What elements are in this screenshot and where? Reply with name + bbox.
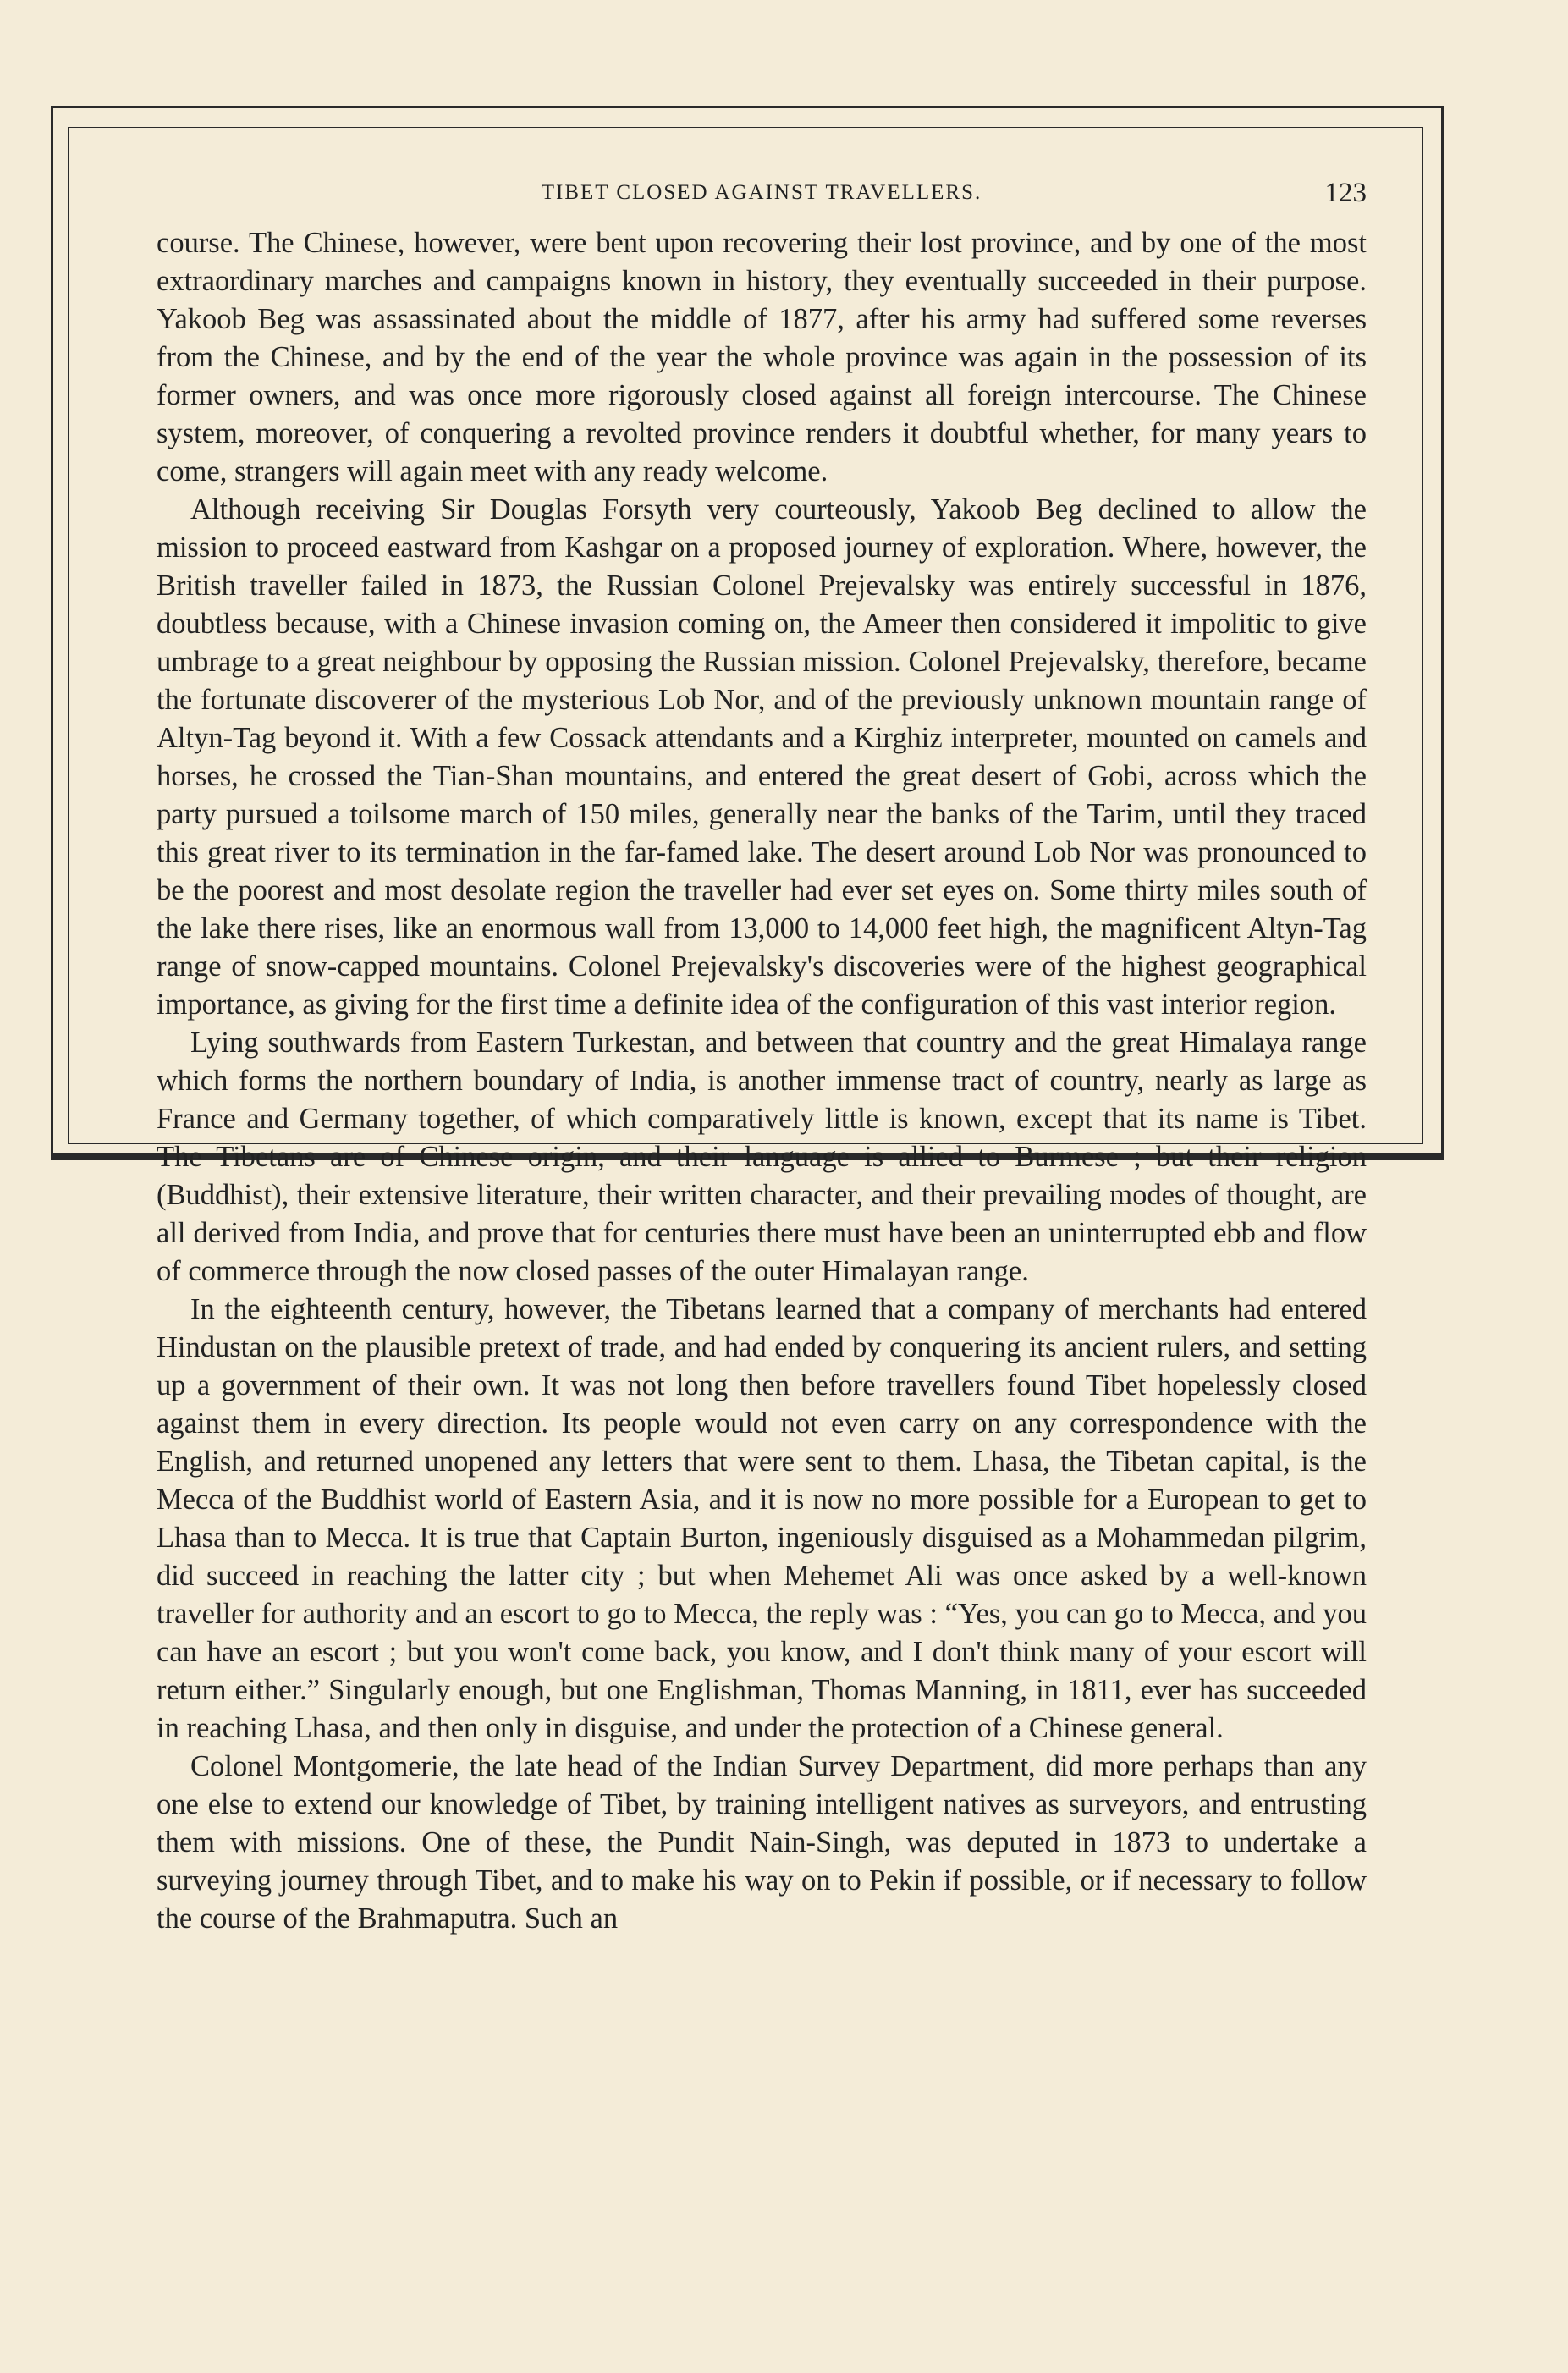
paragraph: Lying southwards from Eastern Turkestan, and between that country and the great Himalaya range which forms the northern boundary of India, is another immense tract of country, nearly as large as France and Germany together, of which comparatively little is known, except that its name is Tibet. The Tibetans are of Chinese origin, and their language is allied to Burmese ; but their religion (Buddhist), their extensive literature, their written character, and their prevailing modes of thought, are all derived from India, and prove that for centuries there must have been an uninterrupted ebb and flow of commerce through the now closed passes of the outer Himalayan range. (157, 1027, 1367, 1287)
page-number: 123 (1324, 178, 1367, 208)
paragraph: Colonel Montgomerie, the late head of the Indian Survey Department, did more perhaps than any one else to extend our knowledge of Tibet, by training intelligent natives as surveyors, and entrusting them with missions. One of these, the Pundit Nain-Singh, was deputed in 1873 to undertake a surveying journey through Tibet, and to make his way on to Pekin if possible, or if necessary to follow the course of the Brahmaputra. Such an (157, 1750, 1367, 1935)
paragraph: Although receiving Sir Douglas Forsyth very courteously, Yakoob Beg declined to allow the mission to proceed eastward from Kashgar on a proposed journey of exploration. Where, however, the British traveller failed in 1873, the Russian Colonel Prejevalsky was entirely successful in 1876, doubtless because, with a Chinese invasion coming on, the Ameer then considered it impolitic to give umbrage to a great neighbour by opposing the Russian mission. Colonel Prejevalsky, therefore, became the fortunate discoverer of the mysterious Lob Nor, and of the previously unknown mountain range of Altyn-Tag beyond it. With a few Cossack attendants and a Kirghiz interpreter, mounted on camels and horses, he crossed the Tian-Shan mountains, and entered the great desert of Gobi, across which the party pursued a toilsome march of 150 miles, generally near the banks of the Tarim, until they traced this great river to its termination in the far-famed lake. The desert around Lob Nor was pronounced to be the poorest and most desolate region the traveller had ever set eyes on. Some thirty miles south of the lake there rises, like an enormous wall from 13,000 to 14,000 feet high, the magnificent Altyn-Tag range of snow-capped mountains. Colonel Prejevalsky's discoveries were of the highest geographical importance, as giving for the first time a definite idea of the configuration of this vast interior region. (157, 493, 1367, 1021)
paragraph: In the eighteenth century, however, the Tibetans learned that a company of merchants had entered Hindustan on the plausible pretext of trade, and had ended by conquering its ancient rulers, and setting up a government of their own. It was not long then before travellers found Tibet hopelessly closed against them in every direction. Its people would not even carry on any correspondence with the English, and returned unopened any letters that were sent to them. Lhasa, the Tibetan capital, is the Mecca of the Buddhist world of Eastern Asia, and it is now no more possible for a European to get to Lhasa than to Mecca. It is true that Captain Burton, ingeniously disguised as a Mohammedan pilgrim, did succeed in reaching the latter city ; but when Mehemet Ali was once asked by a well-known traveller for authority and an escort to go to Mecca, the reply was : “Yes, you can go to Mecca, and you can have an escort ; but you won't come back, you know, and I don't think many of your escort will return either.” Singularly enough, but one Englishman, Thomas Manning, in 1811, ever has succeeded in reaching Lhasa, and then only in disguise, and under the protection of a Chinese general. (157, 1293, 1367, 1744)
body-text (157, 224, 1367, 1938)
paragraph: course. The Chinese, however, were bent upon recovering their lost province, and by one of the most extraordinary marches and campaigns known in history, they eventually succeeded in their purpose. Yakoob Beg was assassinated about the middle of 1877, after his army had suffered some reverses from the Chinese, and by the end of the year the whole province was again in the possession of its former owners, and was once more rigorously closed against all foreign intercourse. The Chinese system, moreover, of conquering a revolted province renders it doubtful whether, for many years to come, strangers will again meet with any ready welcome. (157, 227, 1367, 487)
running-title: TIBET CLOSED AGAINST TRAVELLERS. (541, 181, 982, 204)
page-header (157, 176, 1367, 210)
